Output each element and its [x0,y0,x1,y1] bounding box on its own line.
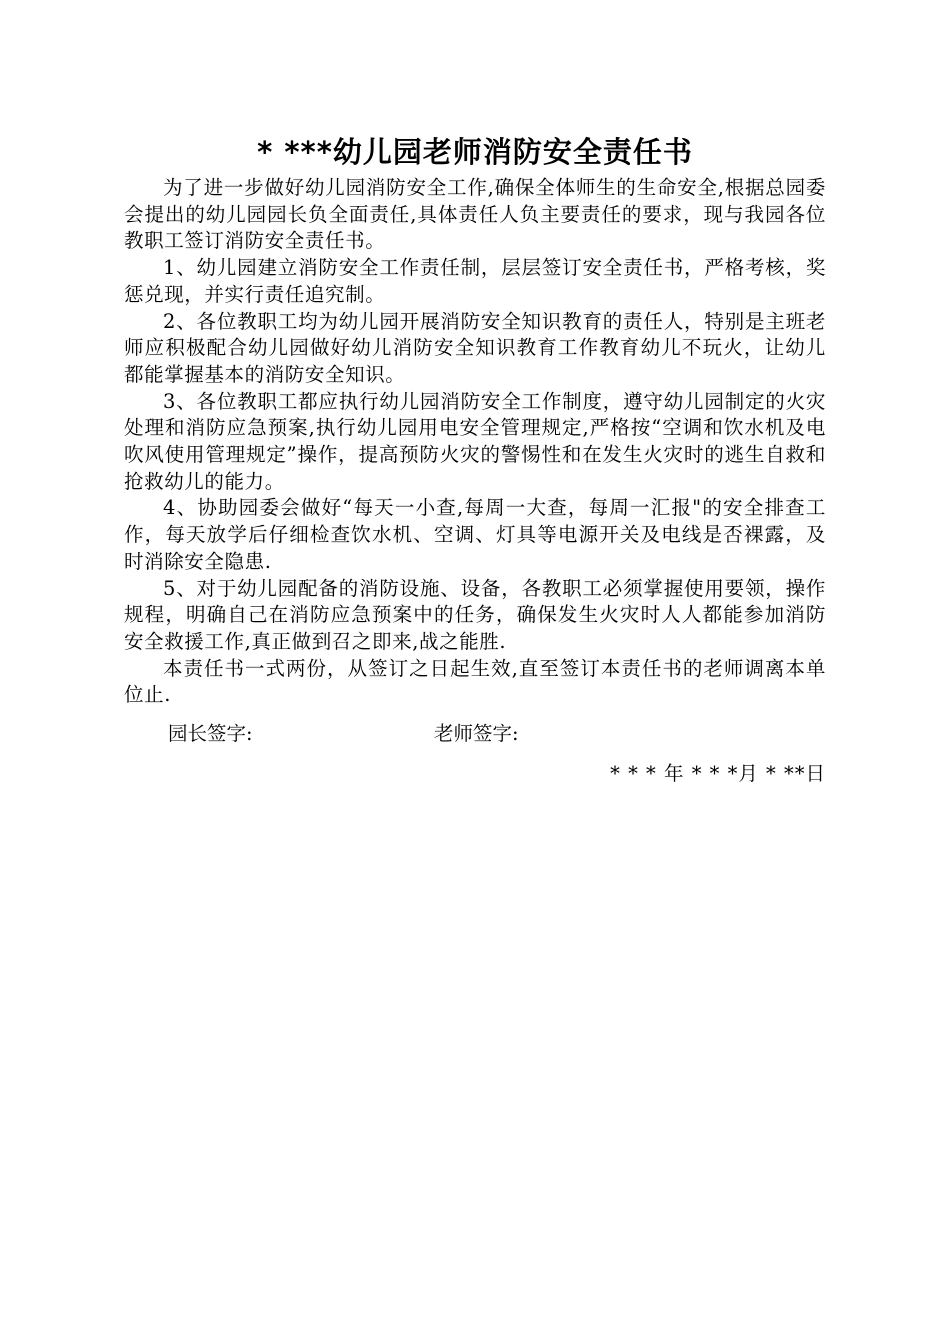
validity-paragraph: 本责任书一式两份，从签订之日起生效,直至签订本责任书的老师调离本单位止. [124,656,826,707]
principal-signature-label: 园长签字: [168,722,253,746]
signature-row [124,721,826,751]
clause-1-paragraph: 1、幼儿园建立消防安全工作责任制，层层签订安全责任书，严格考核，奖惩兑现，并实行责任追究制。 [124,256,826,306]
date-line: * * * 年 * * *月 * **日 [610,762,826,786]
document-title: * ***幼儿园老师消防安全责任书 [257,135,693,169]
clause-5-paragraph: 5、对于幼儿园配备的消防设施、设备，各教职工必须掌握使用要领，操作规程，明确自己在消防应急预案中的任务，确保发生火灾时人人都能参加消防安全救援工作,真正做到召之即来,战之能胜. [124,576,826,653]
document-body [124,130,826,788]
teacher-signature-label: 老师签字: [434,722,519,746]
intro-paragraph: 为了进一步做好幼儿园消防安全工作,确保全体师生的生命安全,根据总园委会提出的幼儿园园长负全面责任,具体责任人负主要责任的要求，现与我园各位教职工签订消防安全责任书。 [124,176,826,253]
clause-4-paragraph: 4、协助园委会做好“每天一小查,每周一大查，每周一汇报"的安全排查工作，每天放学后仔细检查饮水机、空调、灯具等电源开关及电线是否裸露，及时消除安全隐患. [124,496,826,573]
clause-3-paragraph: 3、各位教职工都应执行幼儿园消防安全工作制度，遵守幼儿园制定的火灾处理和消防应急预案,执行幼儿园用电安全管理规定,严格按“空调和饮水机及电吹风使用管理规定”操作，提高预防火灾的警惕性和在发生火灾时的逃生自救和抢救幼儿的能力。 [124,389,826,493]
clause-2-paragraph: 2、各位教职工均为幼儿园开展消防安全知识教育的责任人，特别是主班老师应积极配合幼儿园做好幼儿消防安全知识教育工作教育幼儿不玩火，让幼儿都能掌握基本的消防安全知识。 [124,309,826,386]
